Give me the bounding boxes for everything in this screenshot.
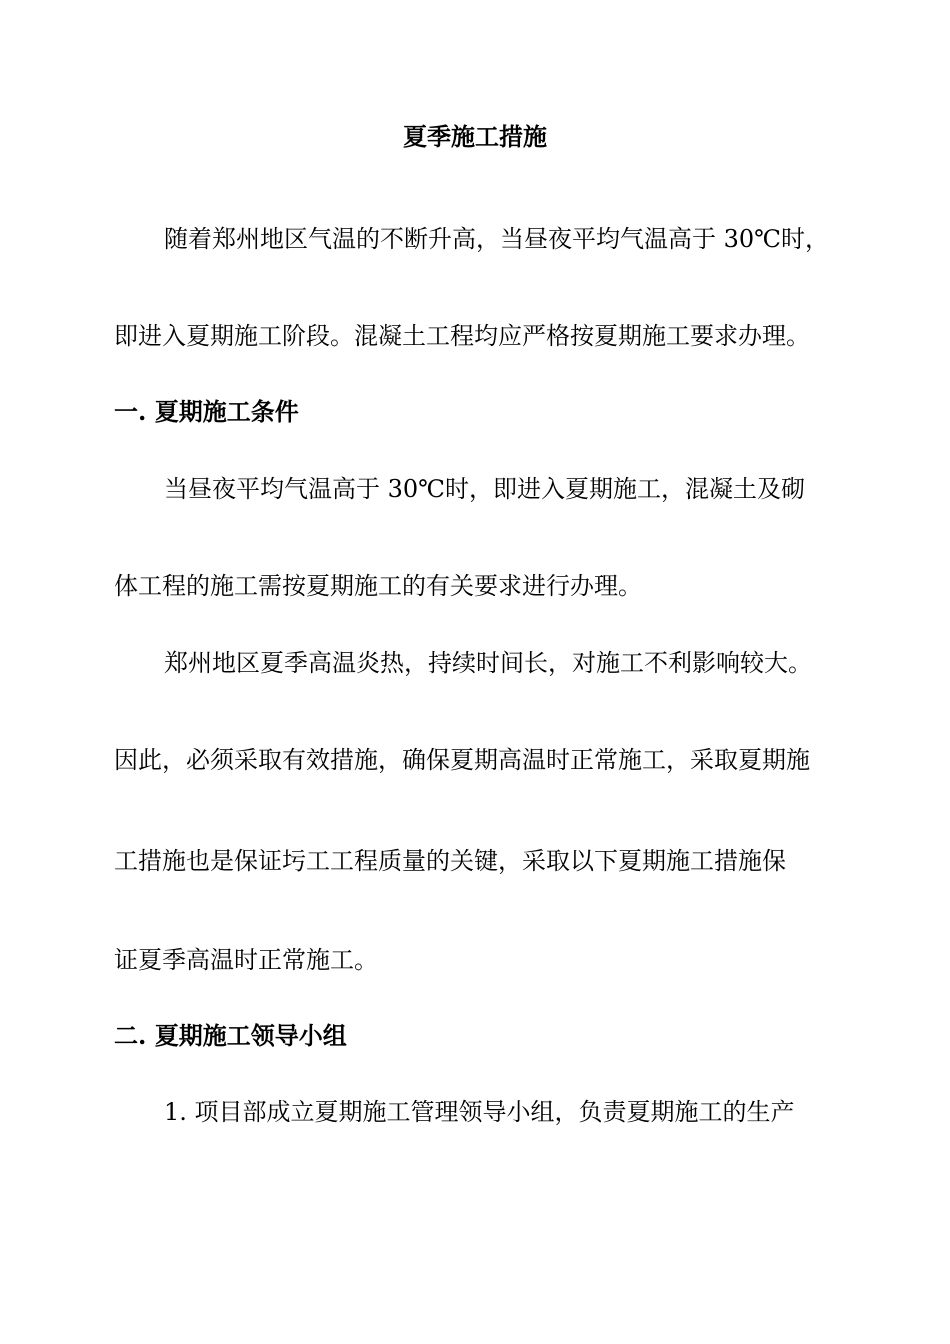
section-1-para-2-line-4: 证夏季高温时正常施工。 [114,946,378,974]
section-1-para-2-line-3: 工措施也是保证圬工工程质量的关键，采取以下夏期施工措施保 [114,847,786,875]
document-title: 夏季施工措施 [403,122,547,151]
section-2-para-1-line-1: 1. 项目部成立夏期施工管理领导小组，负责夏期施工的生产 [164,1098,795,1126]
intro-line-1: 随着郑州地区气温的不断升高，当昼夜平均气温高于 30℃时， [164,225,830,253]
section-1-heading: 一. 夏期施工条件 [114,397,299,426]
section-1-para-2-line-2: 因此，必须采取有效措施，确保夏期高温时正常施工，采取夏期施 [114,746,810,774]
section-1-para-2-line-1: 郑州地区夏季高温炎热，持续时间长，对施工不利影响较大。 [164,649,812,677]
intro-line-2: 即进入夏期施工阶段。混凝土工程均应严格按夏期施工要求办理。 [114,322,810,350]
section-1-para-1-line-1: 当昼夜平均气温高于 30℃时，即进入夏期施工，混凝土及砌 [164,475,806,503]
section-1-para-1-line-2: 体工程的施工需按夏期施工的有关要求进行办理。 [114,572,642,600]
section-2-heading: 二. 夏期施工领导小组 [114,1021,347,1050]
